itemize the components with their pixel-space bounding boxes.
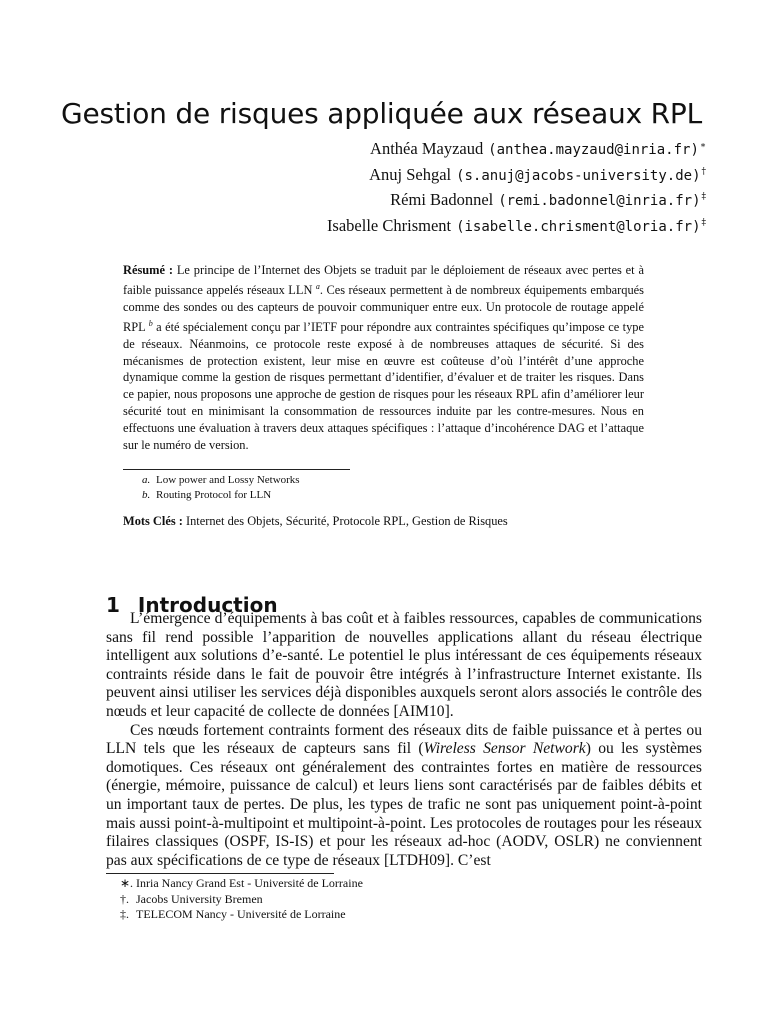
footnote bbox=[120, 892, 363, 908]
affiliation-mark: ‡ bbox=[701, 192, 706, 202]
author-email: (remi.badonnel@inria.fr) bbox=[498, 193, 701, 209]
author-list bbox=[327, 136, 706, 238]
abstract-footnote-text: Low power and Lossy Networks bbox=[156, 474, 300, 486]
author-line bbox=[327, 136, 706, 162]
footnote bbox=[120, 876, 363, 892]
footnote-text: Jacobs University Bremen bbox=[136, 891, 263, 906]
footnote-mark: ∗. bbox=[120, 876, 134, 890]
footnote-mark-a: a bbox=[315, 281, 320, 291]
abstract-footnotes bbox=[142, 473, 300, 502]
paragraph-text: Ces nœuds fortement contraints forment des réseaux dits de faible puissance et à pertes ou LLN tels que les réseaux de capteurs sans fil ( bbox=[106, 721, 702, 758]
author-line bbox=[327, 162, 706, 188]
italic-term: Wireless Sensor Network bbox=[423, 740, 586, 758]
affiliation-mark: ∗ bbox=[699, 141, 706, 151]
section-number: 1 bbox=[106, 592, 120, 617]
footnote-mark-b: b bbox=[148, 318, 153, 328]
affiliation-mark: † bbox=[701, 166, 706, 177]
paper-title: Gestion de risques appliquée aux réseaux RPL bbox=[60, 96, 702, 130]
footnote-mark: †. bbox=[120, 891, 129, 906]
abstract-label: Résumé : bbox=[123, 263, 173, 277]
abstract-footnote-rule bbox=[123, 469, 350, 470]
abstract-footnote-mark: a. bbox=[142, 474, 151, 486]
abstract-footnote-text: Routing Protocol for LLN bbox=[156, 488, 272, 501]
abstract-footnote-mark: b. bbox=[142, 488, 151, 501]
abstract-text-2: . Ces réseaux permettent à de nombreux équipements embarqués comme des sondes ou des capteurs de pouvoir communiquer entre eux. Un protocole de routage appelé RPL bbox=[123, 282, 644, 334]
footnote-mark: ‡. bbox=[120, 907, 129, 921]
author-name: Anthéa Mayzaud bbox=[370, 139, 484, 158]
abstract-footnote bbox=[142, 473, 300, 488]
section-title: Introduction bbox=[137, 592, 278, 617]
page-footnotes bbox=[120, 876, 363, 923]
author-email: (anthea.mayzaud@inria.fr) bbox=[488, 142, 699, 158]
keywords-label: Mots Clés : bbox=[123, 514, 183, 528]
abstract-footnote bbox=[142, 488, 300, 503]
footnote-text: TELECOM Nancy - Université de Lorraine bbox=[136, 907, 346, 921]
affiliation-mark: ‡ bbox=[701, 217, 706, 228]
author-name: Rémi Badonnel bbox=[390, 190, 494, 209]
abstract-text-3: a été spécialement conçu par l’IETF pour répondre aux contraintes spécifiques qu’impose ce type de réseaux. Néanmoins, ce protocole reste exposé à de nombreuses attaques de sécurité. Si des mécanismes de protection existent, leur mise en œuvre est coûteuse d’où l’intérêt d’une approche dynamique comme la gestion de risques permettant d’identifier, d’évaluer et de traiter les risques. Dans ce papier, nous proposons une approche de gestion de risques pour les réseaux RPL afin d’améliorer leur sécurité tout en minimisant la consommation de ressources induite par les contre-mesures. Nous en effectuons une évaluation à travers deux attaques spécifiques : l’attaque d’incohérence DAG et l’attaque sur le numéro de version. bbox=[123, 319, 644, 453]
paragraph bbox=[106, 722, 702, 871]
paragraph-text: ) ou les systèmes domotiques. Ces réseaux ont généralement des contraintes fortes en matière de ressources (énergie, mémoire, puissance de calcul) et leurs liens sont caractérisés par de faibles débits et un important taux de pertes. De plus, les types de trafic ne sont pas uniquement point-à-point mais aussi point-à-multipoint et multipoint-à-point. Les protocoles de routages pour les réseaux filaires classiques (OSPF, IS-IS) et pour les réseaux ad-hoc (AODV, OSLR) ne conviennent pas aux spécifications de ce type de réseaux [LTDH09]. C’est bbox=[106, 740, 702, 869]
author-line bbox=[327, 213, 706, 239]
abstract bbox=[123, 262, 644, 454]
section-body bbox=[106, 610, 702, 870]
author-name: Anuj Sehgal bbox=[369, 164, 452, 184]
keywords bbox=[123, 514, 683, 529]
footnote-text: Inria Nancy Grand Est - Université de Lorraine bbox=[136, 876, 363, 890]
author-email: (s.anuj@jacobs-university.de) bbox=[456, 167, 701, 184]
author-name: Isabelle Chrisment bbox=[326, 215, 452, 235]
paragraph: L’émergence d’équipements à bas coût et à faibles ressources, capables de communications sans fil rend possible l’apparition de nouvelles applications allant du réseau électrique intelligent aux solutions d’e-santé. Le potentiel le plus intéressant de ces équipements réseaux contraints réside dans le fait de pouvoir être intégrés à l’infrastructure Internet existante. Ils peuvent ainsi utiliser les services déjà disponibles auxquels seront alors associés le contrôle des nœuds et leur capacité de collecte de données [AIM10]. bbox=[106, 610, 702, 720]
author-line bbox=[327, 187, 706, 213]
footnote bbox=[120, 907, 363, 923]
keywords-text: Internet des Objets, Sécurité, Protocole RPL, Gestion de Risques bbox=[182, 514, 508, 528]
author-email: (isabelle.chrisment@loria.fr) bbox=[456, 218, 701, 235]
abstract-text-1: Le principe de l’Internet des Objets se traduit par le déploiement de réseaux avec pertes et à faible puissance appelés réseaux LLN bbox=[123, 263, 644, 297]
footnote-rule bbox=[106, 873, 334, 874]
